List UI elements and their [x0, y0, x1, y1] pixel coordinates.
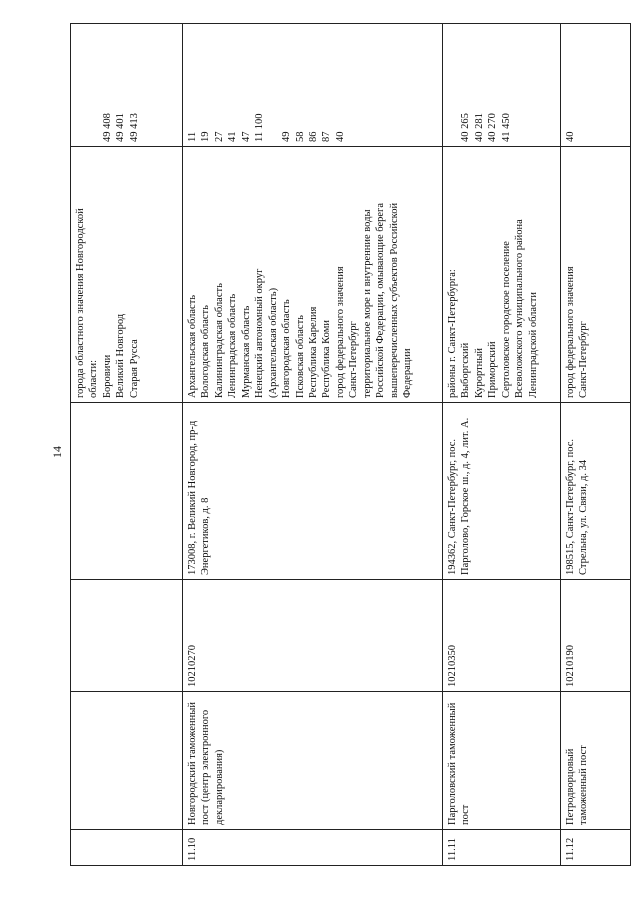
post-address: [71, 403, 183, 580]
territory-item: Архангельская область: [187, 294, 198, 398]
territory-list: [443, 147, 561, 403]
territory-item: Вологодская область: [200, 305, 212, 398]
territory-item: Калининградская область: [213, 283, 225, 398]
post-address: 198515, Санкт-Петербург, пос. Стрельна, ул. Связи, д. 34: [561, 403, 631, 580]
territory-item: Старая Русса: [128, 339, 140, 398]
okato-code: [361, 28, 374, 142]
territory-item: Великий Новгород: [115, 313, 127, 398]
territory-item: Санкт-Петербург: [348, 321, 360, 398]
post-name: [71, 692, 183, 830]
table-row: [183, 24, 443, 866]
okato-code: [267, 28, 280, 142]
table-row: [443, 24, 561, 866]
territory-item: город федерального значения: [334, 266, 346, 398]
territory-item: Приморский: [487, 341, 499, 398]
territory-list: [71, 147, 183, 403]
territory-item: Санкт-Петербург: [578, 321, 590, 398]
okato-code: 47: [240, 131, 252, 142]
territory-item: Ленинградской области: [527, 292, 539, 398]
okato-code: [577, 28, 590, 142]
post-address: 194362, Санкт-Петербург, пос. Парголово, Горское ш., д. 4, лит. А.: [443, 403, 561, 580]
okato-codes: [561, 24, 631, 147]
territory-item: Мурманская область: [240, 305, 252, 398]
post-address: 173008, г. Великий Новгород, пр-д Энергетиков, д. 8: [183, 403, 443, 580]
okato-code: [388, 28, 401, 142]
territory-item: города областного значения Новгородской: [75, 208, 86, 398]
okato-code: 11 100: [254, 113, 266, 142]
territory-item: Боровичи: [101, 354, 113, 398]
page-number: 14: [50, 446, 64, 458]
okato-code: 87: [321, 131, 333, 142]
post-code: [71, 580, 183, 692]
post-code: 10210270: [183, 580, 443, 692]
territory-item: (Архангельская область): [267, 287, 279, 398]
table-row: [561, 24, 631, 866]
okato-code: 49 401: [115, 113, 127, 142]
post-name: Петродворцовый таможенный пост: [561, 692, 631, 830]
okato-code: 41 450: [500, 113, 512, 142]
table-body: [71, 24, 631, 866]
territory-item: город федерального значения: [565, 266, 576, 398]
post-code: 10210350: [443, 580, 561, 692]
row-number: 11.11: [443, 830, 561, 866]
row-number: 11.12: [561, 830, 631, 866]
okato-code: 40 265: [460, 113, 472, 142]
post-name: Новгородский таможенный пост (центр электронного декларирования): [183, 692, 443, 830]
okato-code: [401, 28, 414, 142]
okato-code: [347, 28, 360, 142]
row-number: 11.10: [183, 830, 443, 866]
okato-code: 49 408: [101, 113, 113, 142]
okato-codes: [71, 24, 183, 147]
okato-code: [527, 28, 540, 142]
okato-code: 49: [281, 131, 293, 142]
okato-code: 11: [187, 131, 198, 142]
okato-code: 27: [213, 131, 225, 142]
okato-codes: [443, 24, 561, 147]
okato-code: 40 281: [473, 113, 485, 142]
territory-item: районы г. Санкт-Петербурга:: [447, 269, 458, 398]
customs-posts-table: [70, 23, 631, 866]
territory-item: Сертоловское городское поселение: [500, 241, 512, 398]
okato-code: [87, 28, 100, 142]
okato-code: 40: [565, 131, 576, 142]
okato-code: 40: [334, 131, 346, 142]
territory-item: Псковская область: [294, 315, 306, 398]
territory-item: Республика Коми: [321, 320, 333, 398]
row-number: [71, 830, 183, 866]
territory-item: Российской Федерации, омывающие берега: [375, 202, 387, 398]
okato-code: [513, 28, 526, 142]
okato-code: 49 413: [128, 113, 140, 142]
okato-code: [74, 28, 87, 142]
territory-list: [183, 147, 443, 403]
territory-item: Федерации: [402, 348, 413, 398]
territory-item: Ленинградская область: [227, 293, 239, 398]
okato-code: 19: [200, 131, 212, 142]
territory-item: Выборгский: [460, 342, 472, 398]
post-code: 10210190: [561, 580, 631, 692]
territory-item: области:: [88, 359, 100, 398]
territory-item: Ненецкий автономный округ: [254, 268, 266, 398]
post-name: Парголовский таможенный пост: [443, 692, 561, 830]
okato-code: 41: [227, 131, 239, 142]
okato-code: 86: [307, 131, 319, 142]
territory-item: территориальное море и внутренние воды: [361, 209, 373, 398]
territory-item: Всеволожского муниципального района: [514, 219, 526, 398]
okato-code: [446, 28, 459, 142]
okato-codes: [183, 24, 443, 147]
territory-list: [561, 147, 631, 403]
okato-code: 40 270: [487, 113, 499, 142]
table-row: [71, 24, 183, 866]
okato-code: 58: [294, 131, 306, 142]
rotated-page: [70, 76, 630, 866]
territory-item: Курортный: [473, 348, 485, 398]
okato-code: [374, 28, 387, 142]
territory-item: Республика Карелия: [307, 306, 319, 398]
territory-item: Новгородская область: [281, 299, 293, 398]
territory-item: вышеперечисленных субъектов Российской: [388, 202, 400, 398]
